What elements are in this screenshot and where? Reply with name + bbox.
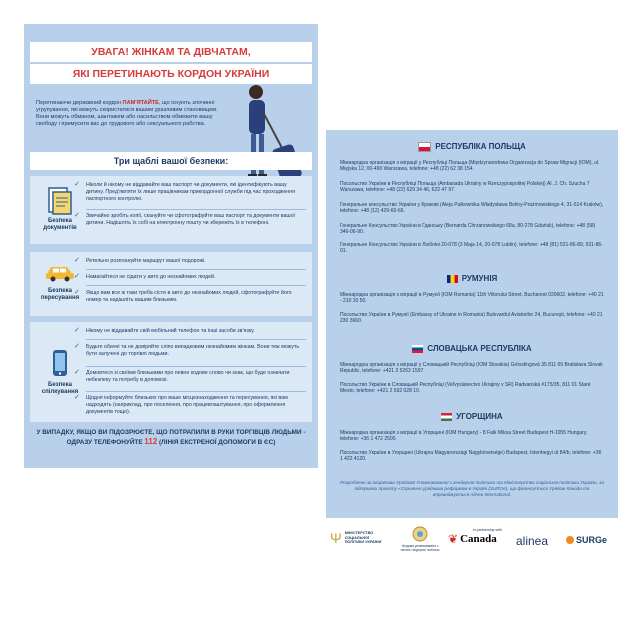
- contact-entry: Посольство України в Угорщині (Ukrajna Magyarországi Nagykövetsége) Budapest, Istenhegyi út 84/b, telefone: +36 1 422 4120.: [340, 450, 602, 463]
- phone-icon: [38, 348, 82, 383]
- slovakia-flag-icon: [412, 345, 423, 353]
- check-icon: ✓: [74, 369, 80, 376]
- check-icon: ✓: [74, 181, 80, 188]
- title-line-1: УВАГА! ЖІНКАМ ТА ДІВЧАТАМ,: [30, 42, 312, 62]
- contact-entry: Генеральне Консульство України в Любліні 20-078 (3 Maja 14, 20-078 Lublin), telefone: +48 (81) 531-86-89, 531-86-01.: [340, 242, 603, 255]
- divider: [86, 366, 306, 367]
- section-label-travel: Безпека пересування: [40, 288, 80, 301]
- emergency-alert: У ВИПАДКУ, ЯКЩО ВИ ПІДОЗРЮЄТЕ, ЩО ПОТРАПИЛИ В РУКИ ТОРГІВЦІВ ЛЮДЬМИ - ОДРАЗУ ТЕЛЕФОНУЙТЕ 112 (ЛІНІЯ ЕКСТРЕНОЇ ДОПОМОГИ В ЄС): [36, 429, 306, 446]
- check-icon: ✓: [74, 343, 80, 350]
- country-heading-romania: РУМУНІЯ: [326, 274, 618, 284]
- steps-heading: Три щаблі вашої безпеки:: [30, 152, 312, 170]
- check-icon: ✓: [74, 273, 80, 280]
- canada-logo: In partnership with ❦ Canada: [448, 528, 502, 546]
- partner-logos: [326, 520, 618, 564]
- section-travel: [30, 252, 312, 316]
- section-label-documents: Безпека документів: [43, 218, 77, 231]
- list-item: ✓ Звичайно зробіть копії, скануйте чи сфотографуйте ваш паспорт та документи вашої дитини. Надішліть їх собі на електронну пошту чи збережіть їх в телефоні.: [74, 212, 296, 226]
- check-icon: ✓: [74, 394, 80, 401]
- contact-entry: Генеральне Консульство України в Гданську (Bernarda Chrzanowskiego 68a, 80-278 Gdańsk), telefone: +48 (58) 346-06-90.: [340, 223, 596, 236]
- alinea-logo: alinea: [516, 534, 549, 548]
- poland-flag-icon: [418, 142, 431, 152]
- divider: [86, 339, 306, 340]
- list-item: ✓ Намагайтеся не сідати у авто до незнайомих людей.: [74, 273, 216, 280]
- list-item: ✓ Нікому не віддавайте свій мобільний телефон та інші засоби зв'язку.: [74, 327, 255, 334]
- check-icon: ✓: [74, 289, 80, 296]
- surge-logo: SURGe: [566, 535, 607, 545]
- country-heading-hungary: УГОРЩИНА: [326, 412, 618, 422]
- contact-entry: Генеральне консульство України у Кракові (Aleja Pułkownika Władysława Beliny-Prażmowskiego 4, 31-514 Kraków), telefone: +48 (12) 429-60-66.: [340, 202, 604, 215]
- check-icon: ✓: [74, 327, 80, 334]
- divider: [86, 285, 306, 286]
- divider: [86, 269, 306, 270]
- list-item: ✓ Домовтеся зі своїми близькими про певне кодове слово чи знак, що буде означати небезпеку та потребу в допомозі.: [74, 369, 290, 383]
- contact-entry: Міжнародна організація з міграції у Словацькій Республіці (IOM Slovakia) Grösslingová 35 811 09 Bratislava Slovak Republic, telefone: +421 2 5263 1597.: [340, 362, 603, 375]
- leaflet-contacts-page: [326, 130, 618, 518]
- list-item: ✓ Будьте обачні та не довіряйте сліпо випадковим незнайомим жінкам. Вони теж можуть бути залучені до торгівлі людьми.: [74, 343, 300, 357]
- contact-entry: Міжнародна організація з міграції у Республіці Польща (Międzynarodowa Organizacja do Spraw Migracji (IOM), ul. Mięjska 12, 00-490 Warszawa, telefone: +48 (22) 62 38 154.: [340, 160, 600, 173]
- emergency-number: 112: [144, 437, 158, 446]
- contact-entry: Міжнародна організація з міграції в Угорщині (IOM Hungary) - 8 Falk Miksa Street Budapest H-1055 Hungary, telefone: +36 1 472 2500.: [340, 430, 588, 443]
- list-item: ✓ Ретельно розплануйте маршрут вашої подорожі.: [74, 257, 206, 264]
- divider: [86, 391, 306, 392]
- maple-leaf-icon: ❦: [448, 532, 459, 546]
- country-heading-slovakia: СЛОВАЦЬКА РЕСПУБЛІКА: [326, 344, 618, 354]
- hungary-flag-icon: [441, 413, 452, 421]
- trident-icon: Ψ: [330, 530, 342, 546]
- check-icon: ✓: [74, 212, 80, 219]
- contact-entry: Посольство України в Республіці Польща (Ambasada Ukrainy w Rzeczypospolitej Polskiej) Al. J. Ch. Szucha 7 Warszawa, telefone: +48 (22) 629 34 46, 622 47 97.: [340, 181, 590, 194]
- ministry-logo: Ψ МІНІСТЕРСТВО СОЦІАЛЬНОЇ ПОЛІТИКИ УКРАЇНИ: [330, 530, 382, 546]
- list-item: ✓ Якщо вам все ж таки треба сісти в авто до незнайомих людей, сфотографуйте його номер та надішліть вашим близьким.: [74, 289, 292, 303]
- contact-entry: Посольство України в Румунії (Embassy of Ukraine in Romania) Bulevardul Aviatorilor 24, Bucureşti, telefone: +40 21 230 3660.: [340, 312, 603, 325]
- section-documents: [30, 176, 312, 244]
- check-icon: ✓: [74, 257, 80, 264]
- section-label-communication: Безпека спілкування: [41, 382, 79, 395]
- contact-entry: Посольство України в Словацькій Республіці (Veľvyslanectvo Ukrajiny v SR) Radvanská #175/35, 811 01 Staré Mesto, telefone: +421 2 592 028 10.: [340, 382, 591, 395]
- list-item: ✓ Щодня інформуйте близьких про ваше місцезнаходження та пересування, які вам надходять (наприклад, про поселення, про працевлаштування, про оформлення документів тощо).: [74, 394, 288, 415]
- commissioner-logo: Урядова уповноважена з питань гендерної політики: [398, 526, 442, 552]
- commissioner-emblem-icon: [411, 526, 429, 542]
- surge-mark-icon: [566, 536, 574, 544]
- leaflet-safety-page: [24, 24, 318, 468]
- country-heading-poland: РЕСПУБЛІКА ПОЛЬЩА: [326, 142, 618, 152]
- title-line-2: ЯКІ ПЕРЕТИНАЮТЬ КОРДОН УКРАЇНИ: [30, 64, 312, 84]
- romania-flag-icon: [447, 275, 458, 283]
- contact-entry: Міжнародна організація з міграції в Румунії (IOM Romania) 11th Viitorului Street, Bucharest 020602, telefone: +40 21 - 210 30 50.: [340, 292, 604, 305]
- list-item: ✓ Ніколи й нікому не віддавайте ваш паспорт чи документи, які ідентифікують вашу дитину. Пред'являти їх лише працівникам прикордонної служби під час проходження паспортного контролю.: [74, 181, 296, 202]
- intro-text: Перетинаючи державний кордон ПАМ'ЯТАЙТЕ, що існують злочинні угрупування, які можуть скористатися вашим уразливим становищем. Вони можуть обманом, шантажем або насильством обмежити вашу свободу і примусити вас до трудового або сексуального рабства.: [36, 100, 218, 127]
- section-communication: [30, 322, 312, 422]
- woman-with-suitcase-illustration: [230, 78, 314, 192]
- footer-note: Розроблено за ініціативи Урядової Уповноваженої з гендерної політики та Міністерства соціальної політики України, за підтримки проєкту «Сприяння урядовим реформам в Україні (SURGe), що фінансується Урядом Канади та впроваджується Alinea International.: [340, 480, 604, 497]
- divider: [86, 209, 306, 210]
